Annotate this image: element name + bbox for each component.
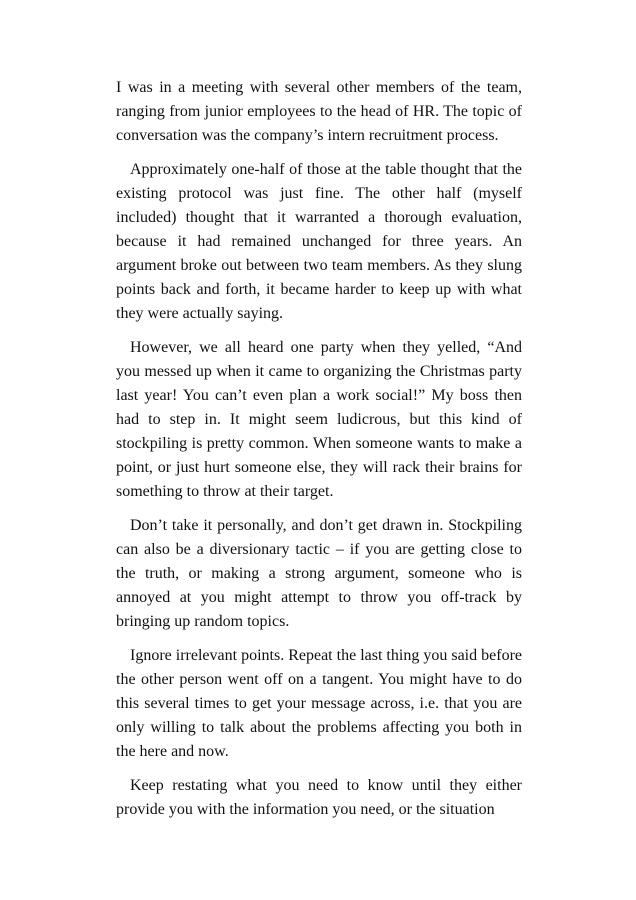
paragraph: Keep restating what you need to know until they either provide you with the information you need, or the situation xyxy=(116,777,522,818)
document-page xyxy=(116,76,522,832)
paragraph: Ignore irrelevant points. Repeat the last thing you said before the other person went off on a tangent. You might have to do this several times to get your message across, i.e. that you are only willing to talk about the problems affecting you both in the here and now. xyxy=(116,647,522,760)
paragraph: I was in a meeting with several other members of the team, ranging from junior employees to the head of HR. The topic of conversation was the company’s intern recruitment process. xyxy=(116,79,522,144)
paragraph: Don’t take it personally, and don’t get drawn in. Stockpiling can also be a diversionary tactic – if you are getting close to the truth, or making a strong argument, someone who is annoyed at you might attempt to throw you off-track by bringing up random topics. xyxy=(116,517,522,630)
paragraph: Approximately one-half of those at the table thought that the existing protocol was just fine. The other half (myself included) thought that it warranted a thorough evaluation, because it had remained unchanged for three years. An argument broke out between two team members. As they slung points back and forth, it became harder to keep up with what they were actually saying. xyxy=(116,161,522,322)
paragraph: However, we all heard one party when they yelled, “And you messed up when it came to organizing the Christmas party last year! You can’t even plan a work social!” My boss then had to step in. It might seem ludicrous, but this kind of stockpiling is pretty common. When someone wants to make a point, or just hurt someone else, they will rack their brains for something to throw at their target. xyxy=(116,339,522,500)
